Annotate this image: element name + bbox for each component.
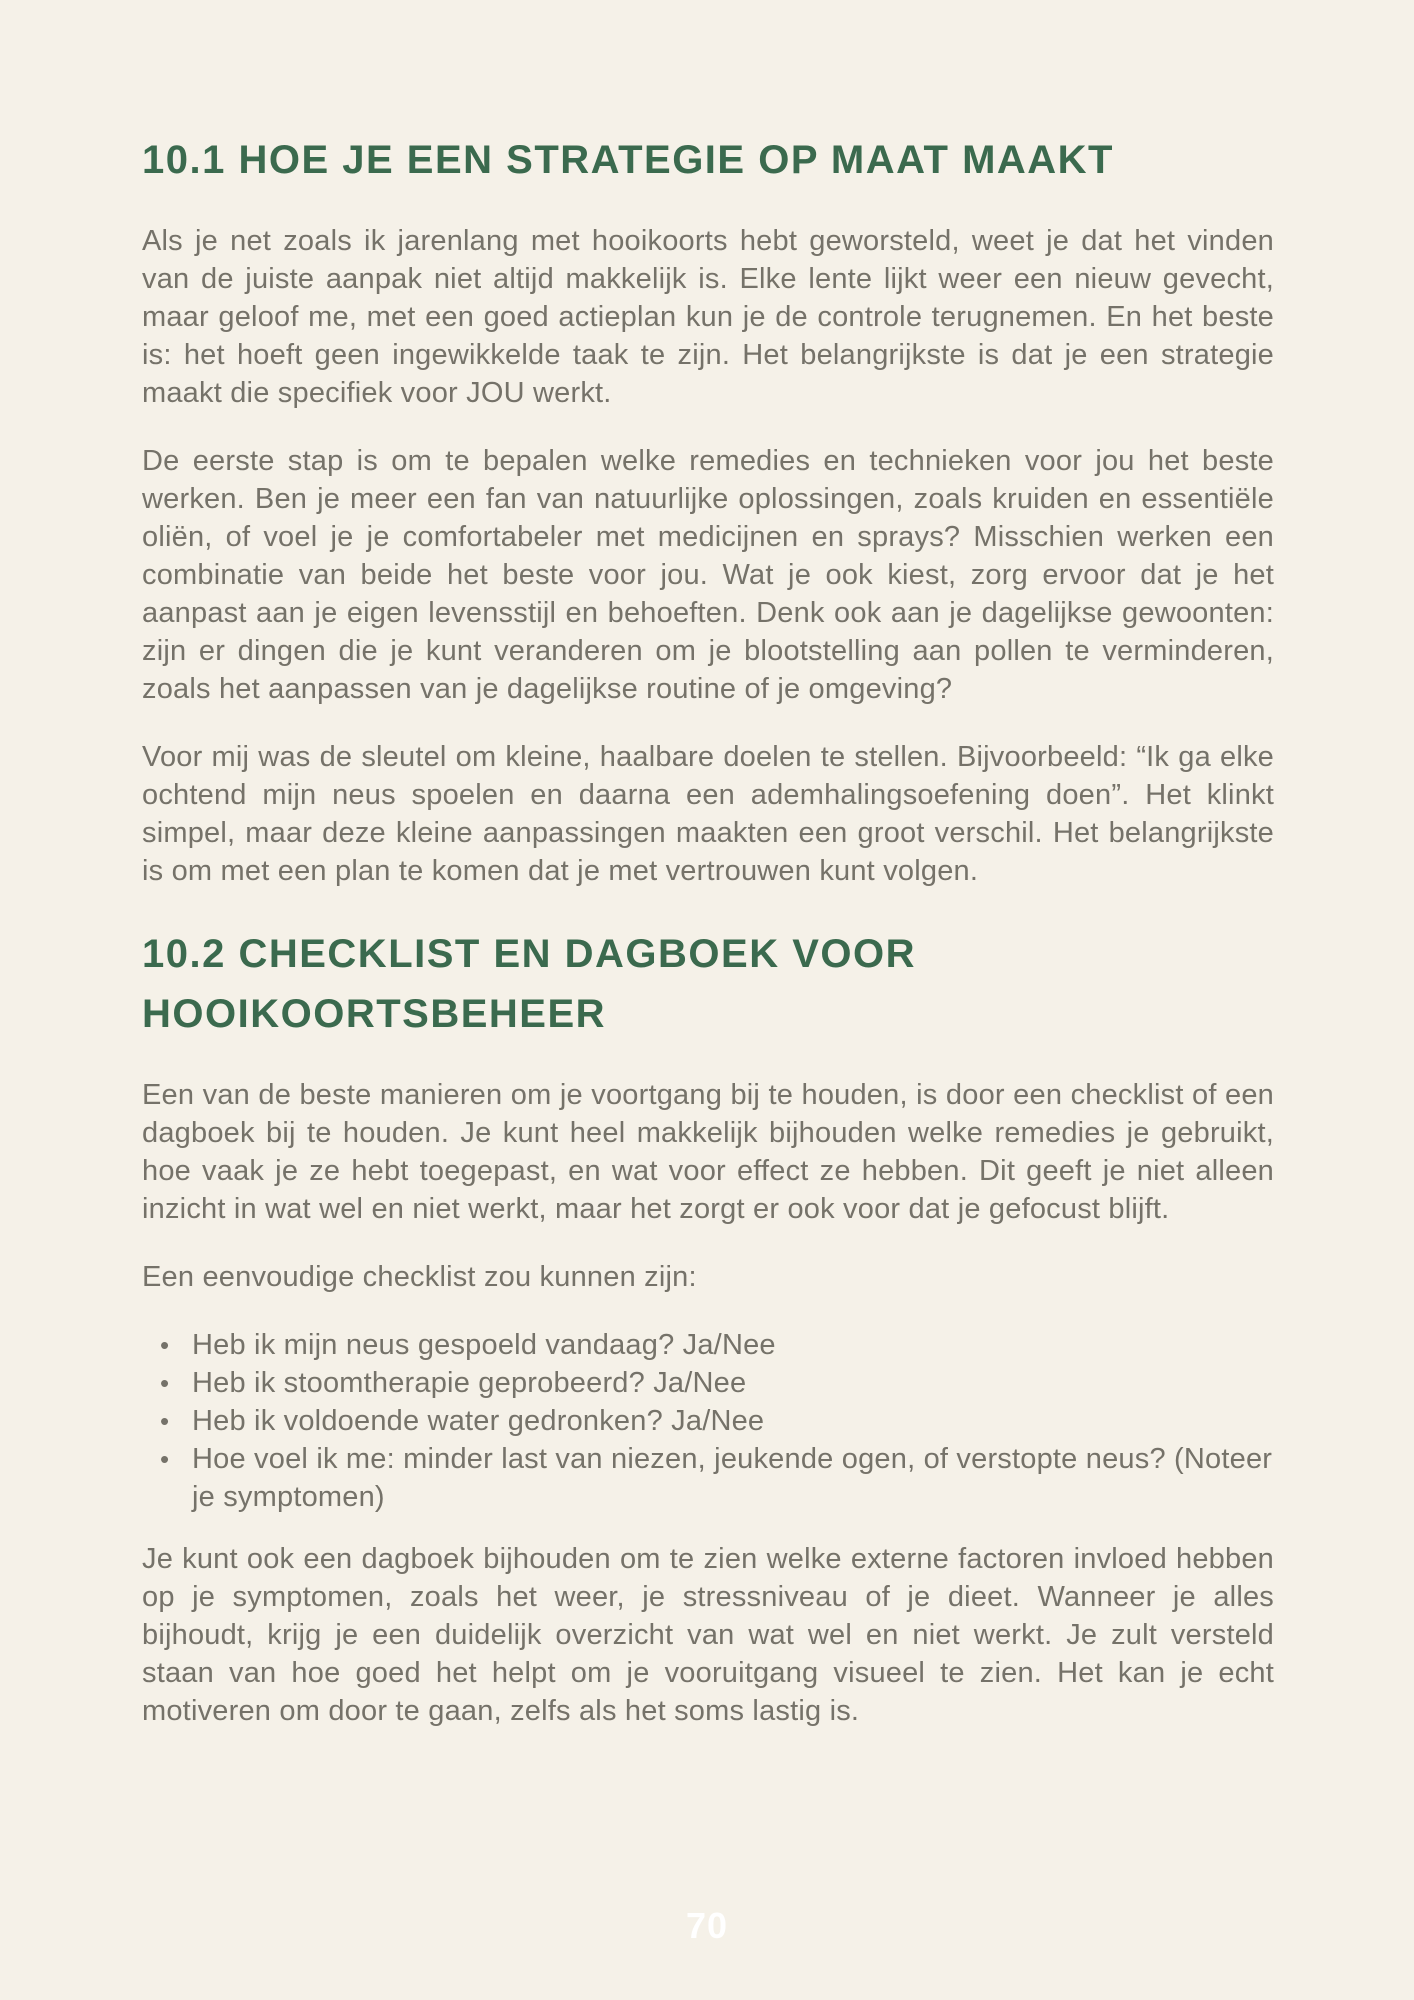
bullet-icon: •	[160, 1368, 170, 1398]
paragraph-strategy-intro: Als je net zoals ik jarenlang met hooikoorts hebt geworsteld, weet je dat het vinden van de juiste aanpak niet altijd makkelijk is. Elke lente lijkt weer een nieuw gevecht, maar geloof me, met een goed actieplan kun je de controle terugnemen. En het beste is: het hoeft geen ingewikkelde taak te zijn. Het belangrijkste is dat je een strategie maakt die specifiek voor JOU werkt.	[142, 225, 1274, 409]
section-heading-10-2: 10.2 CHECKLIST EN DAGBOEK VOOR HOOIKOORTSBEHEER	[142, 932, 917, 1036]
paragraph-checklist-benefits: Een van de beste manieren om je voortgang bij te houden, is door een checklist of een dagboek bij te houden. Je kunt heel makkelijk bijhouden welke remedies je gebruikt, hoe vaak je ze hebt toegepast, en wat voor effect ze hebben. Dit geeft je niet alleen inzicht in wat wel en niet werkt, maar het zorgt er ook voor dat je gefocust blijft.	[142, 1079, 1274, 1225]
list-item	[142, 1364, 1274, 1402]
checklist-intro-line: Een eenvoudige checklist zou kunnen zijn:	[142, 1261, 697, 1293]
list-item	[142, 1326, 1274, 1364]
bullet-icon: •	[160, 1444, 170, 1474]
list-item	[142, 1440, 1274, 1516]
checklist	[142, 1326, 1274, 1516]
list-item-text: Heb ik voldoende water gedronken? Ja/Nee	[192, 1405, 765, 1437]
bullet-icon: •	[160, 1330, 170, 1360]
paragraph-small-goals: Voor mij was de sleutel om kleine, haalbare doelen te stellen. Bijvoorbeeld: “Ik ga elke ochtend mijn neus spoelen en daarna een ademhalingsoefening doen”. Het klinkt simpel, maar deze kleine aanpassingen maakten een groot verschil. Het belangrijkste is om met een plan te komen dat je met vertrouwen kunt volgen.	[142, 741, 1274, 887]
list-item-text: Hoe voel ik me: minder last van niezen, jeukende ogen, of verstopte neus? (Noteer je symptomen)	[192, 1443, 1273, 1513]
list-item	[142, 1402, 1274, 1440]
paragraph-first-step: De eerste stap is om te bepalen welke remedies en technieken voor jou het beste werken. Ben je meer een fan van natuurlijke oplossingen, zoals kruiden en essentiële oliën, of voel je je comfortabeler met medicijnen en sprays? Misschien werken een combinatie van beide het beste voor jou. Wat je ook kiest, zorg ervoor dat je het aanpast aan je eigen levensstijl en behoeften. Denk ook aan je dagelijkse gewoonten: zijn er dingen die je kunt veranderen om je blootstelling aan pollen te verminderen, zoals het aanpassen van je dagelijkse routine of je omgeving?	[142, 445, 1274, 705]
list-item-text: Heb ik stoomtherapie geprobeerd? Ja/Nee	[192, 1367, 747, 1399]
section-heading-10-1: 10.1 HOE JE EEN STRATEGIE OP MAAT MAAKT	[142, 138, 1114, 182]
paragraph-diary-tracking: Je kunt ook een dagboek bijhouden om te zien welke externe factoren invloed hebben op je symptomen, zoals het weer, je stressniveau of je dieet. Wanneer je alles bijhoudt, krijg je een duidelijk overzicht van wat wel en niet werkt. Je zult versteld staan van hoe goed het helpt om je vooruitgang visueel te zien. Het kan je echt motiveren om door te gaan, zelfs als het soms lastig is.	[142, 1543, 1274, 1727]
page-footer	[0, 1904, 1414, 1948]
page-number: 70	[685, 1905, 729, 1946]
bullet-icon: •	[160, 1406, 170, 1436]
list-item-text: Heb ik mijn neus gespoeld vandaag? Ja/Nee	[192, 1329, 776, 1361]
